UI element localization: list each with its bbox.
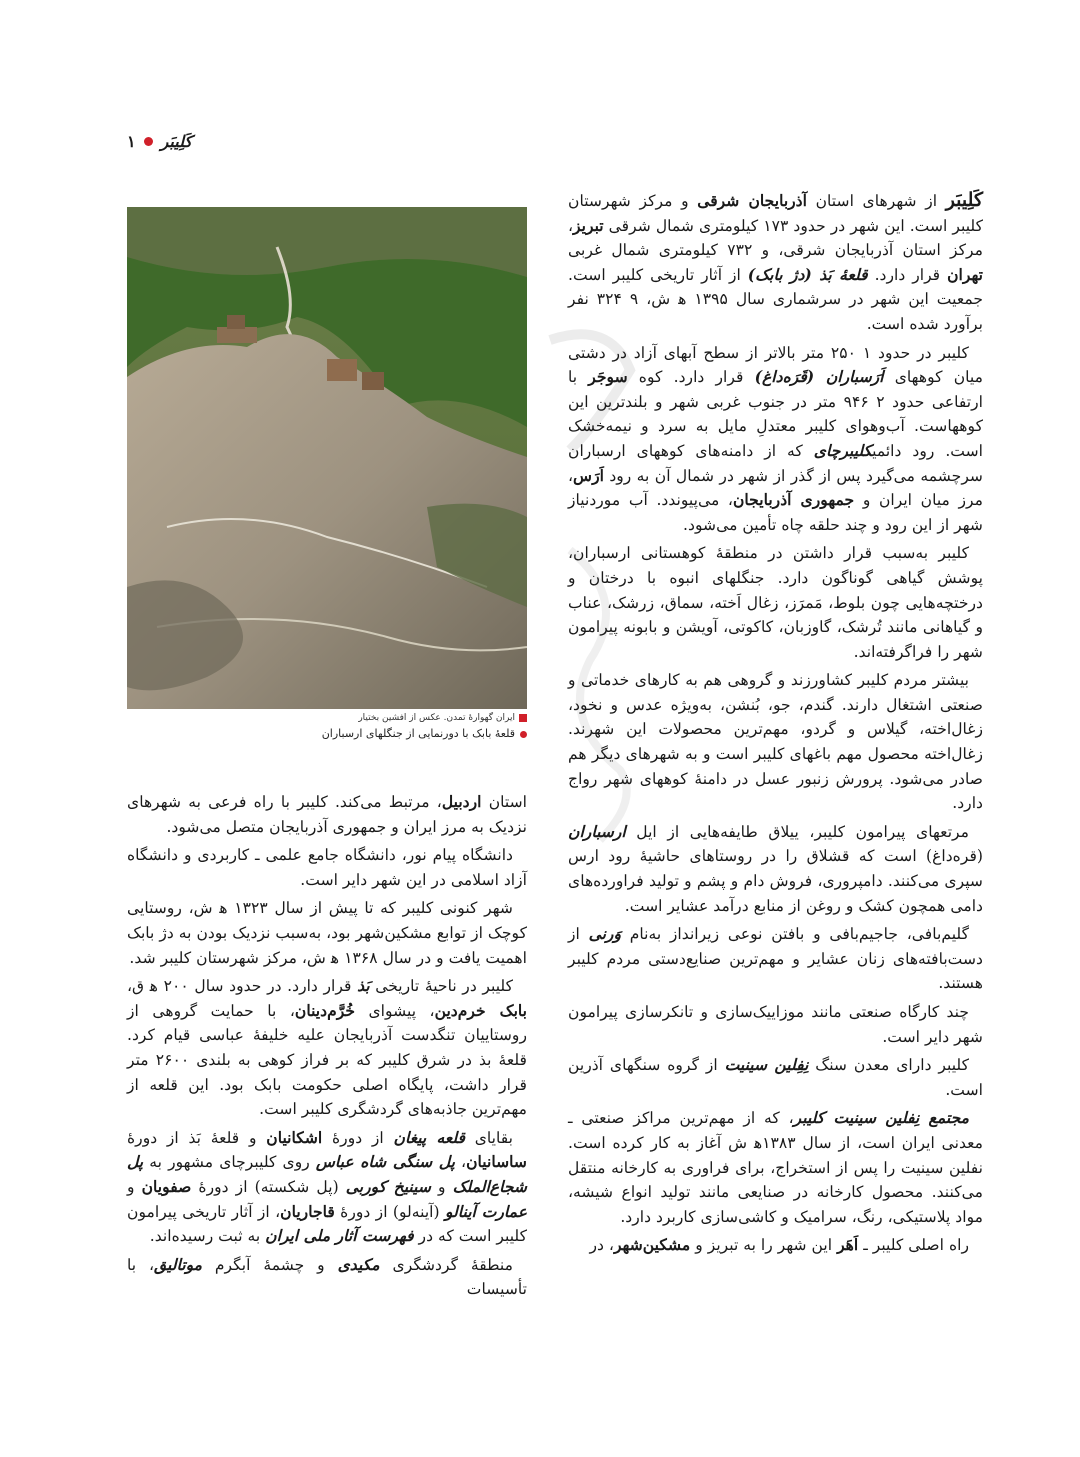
text-run: (پل شکسته) از دورهٔ xyxy=(191,1177,346,1196)
text-run: کلیبر در ناحیهٔ تاریخی xyxy=(369,977,513,996)
text-italic: بَذ xyxy=(357,976,370,996)
text-bold: جمهوری آذربایجان xyxy=(732,490,855,510)
text-run: و چشمهٔ آبگرم xyxy=(202,1255,338,1274)
paragraph-tourism xyxy=(127,1253,527,1302)
text-bold: صفویان xyxy=(141,1176,192,1196)
text-bold: آذربایجان شرقی xyxy=(697,191,807,210)
paragraph-roads-cont xyxy=(127,790,527,839)
photo-credit xyxy=(127,713,527,727)
paragraph-vegetation: کلیبر به‌سبب قرار داشتن در منطقهٔ کوهستانی ارسباران، پوشش گیاهی گوناگون دارد. جنگلهای انبوه با درختان و درختچه‌هایی چون بلوط، مَمرَز، زغال اَخته، سماق، زرشک، عناب و گیاهانی مانند تُرشک، گاوزبان، کاکوتی، آویشن و بابونه پیرامون شهر را فراگرفته‌اند. xyxy=(568,544,983,661)
text-run: ، مرکز استان آذربایجان شرقی، و ۷۳۲ کیلومتری شمال غربی xyxy=(568,216,983,260)
text-italic: نِفِلین سینیت xyxy=(724,1055,809,1075)
text-bold: تهران xyxy=(947,264,983,284)
text-run: و xyxy=(430,1177,453,1196)
paragraph-history: شهر کنونی کلیبر که تا پیش از سال ۱۳۲۳ ه‍ ش، روستایی کوچک از توابع مشکین‌شهر بود، به‌سبب نزدیک بودن به دژ بابک اهمیت یافت و در سال ۱۳۶۸ ه‍ ش، مرکز شهرستان کلیبر شد. xyxy=(127,899,527,967)
paragraph-workshops: چند کارگاه صنعتی مانند موزاییک‌سازی و تانکرسازی پیرامون شهر دایر است. xyxy=(568,1003,983,1046)
paragraph-babak xyxy=(127,974,527,1122)
text-italic: وَرنی xyxy=(588,924,621,944)
text-bold: سوجَر xyxy=(588,367,628,387)
text-run: این شهر را به تبریز و xyxy=(690,1236,838,1255)
text-italic: مجتمع نِفلین سینیت کلیبر xyxy=(793,1108,969,1128)
text-italic: مکیدی xyxy=(337,1254,380,1274)
text-bold: ساسانیان xyxy=(466,1152,527,1172)
text-bold: اردبیل xyxy=(441,792,482,811)
text-run: منطقهٔ گردشگری xyxy=(379,1255,513,1274)
text-bold: اَهَر xyxy=(837,1235,859,1255)
photo-credit-text: ایران گهوارهٔ تمدن. عکس از افشین بختیار xyxy=(358,713,515,723)
text-run: ، xyxy=(454,1153,467,1172)
header-dot-icon xyxy=(144,137,153,146)
text-run: قرار دارد. در حدود سال ۲۰۰ ه‍ ق، xyxy=(127,977,358,996)
text-run: با ارتفاعی حدود ۲ ۹۴۶ متر در جنوب غربی شهر و بلندترین این کوههاست. آب‌وهوای کلیبر معتدلِ مایل به سرد و نیمه‌خشک است. رود دائمی xyxy=(568,368,984,460)
photo-illustration xyxy=(127,207,527,709)
paragraph-mine xyxy=(568,1053,983,1102)
text-bold: اَرَس xyxy=(573,465,604,485)
text-italic: کلیبرچای xyxy=(813,440,873,460)
text-run: قرار دارد. کوه xyxy=(627,368,755,387)
text-run: مرتعهای پیرامون کلیبر، ییلاق طایفه‌هایی از ایل xyxy=(625,822,969,841)
text-run: ، با حمایت گروهی از روستاییان تنگدست آذربایجان علیه خلیفهٔ عباسی قیام کرد. قلعهٔ بذ در شرق کلیبر که بر فراز کوهی به بلندی ۲۶۰۰ متر قرار داشت، پایگاه اصلی حکومت بابک بود. این قلعه از مهم‌ترین جاذبه‌های گردشگری کلیبر است. xyxy=(127,1001,527,1119)
photo-caption-text: قلعهٔ بابک با دورنمایی از جنگلهای ارسباران xyxy=(321,727,515,740)
paragraph-monuments xyxy=(127,1126,527,1249)
text-run: ، در xyxy=(589,1236,614,1255)
text-bold: قاجاریان xyxy=(280,1201,335,1221)
paragraph-industrial-complex xyxy=(568,1106,983,1229)
text-run: از دست‌بافته‌های زنان عشایر و مهم‌ترین صنایع‌دستی مردم کلیبر هستند. xyxy=(568,925,983,993)
text-run: راه اصلی کلیبر ـ xyxy=(858,1236,969,1255)
text-italic: قلعهٔ بَذ (دژ بابک) xyxy=(747,264,868,284)
text-italic: پل شجاع‌الملک xyxy=(127,1152,527,1196)
text-run: ، پیشوای xyxy=(354,1001,435,1020)
text-italic: پل سنگی شاه عباس xyxy=(315,1152,455,1172)
text-italic: عمارت آینالو xyxy=(444,1201,527,1221)
text-run: و xyxy=(127,1177,142,1196)
text-run: کلیبر دارای معدن سنگ xyxy=(808,1056,969,1075)
text-italic: سینیخ کوربی xyxy=(345,1176,431,1196)
right-text-column xyxy=(568,188,983,1262)
paragraph-pastures xyxy=(568,820,983,918)
caption-bullet-icon xyxy=(520,731,527,738)
text-run: از دورهٔ xyxy=(322,1128,394,1147)
text-run: قرار دارد. xyxy=(867,265,948,284)
page-number: ۱ xyxy=(127,131,136,151)
text-run: از آثار تاریخی کلیبر است. جمعیت این شهر در سرشماری سال ۱۳۹۵ ه‍ ش، ۹ ۳۲۴ نفر برآورد شده است. xyxy=(568,265,983,333)
text-run: ، مرز میان ایران و xyxy=(568,466,983,510)
paragraph-roads xyxy=(568,1233,983,1258)
text-run: از شهرهای استان xyxy=(806,192,946,210)
paragraph-economy: بیشتر مردم کلیبر کشاورزند و گروهی هم به کارهای خدماتی و صنعتی اشتغال دارند. گندم، جو، بُنشن، به‌ویژه عدس و نخود، زغال‌اخته، گیلاس و گردو، مهم‌ترین محصولات این شهرند. زغال‌اخته محصول مهم باغهای کلیبر است و به شهرهای دیگر هم صادر می‌شود. پرورش زنبور عسل در دامنهٔ کوههای شهر رواج دارد. xyxy=(568,671,983,813)
text-bold: تبریز xyxy=(573,215,604,235)
text-bold: بابک خرم‌دین xyxy=(434,1000,528,1020)
entry-headword: کَلِیبَر xyxy=(945,189,983,211)
text-italic: قلعه پیغان xyxy=(393,1127,465,1147)
text-run: ، با تأسیسات xyxy=(127,1255,527,1299)
text-run: بقایای xyxy=(464,1128,513,1147)
text-run: ، مرتبط می‌کند. کلیبر با راه فرعی به شهرهای نزدیک به مرز ایران و جمهوری آذربایجان متصل می‌شود. xyxy=(127,793,527,836)
paragraph-universities: دانشگاه پیام نور، دانشگاه جامع علمی ـ کاربردی و دانشگاه آزاد اسلامی در این شهر دایر است. xyxy=(127,846,527,889)
text-run: ، می‌پیوندد. آب موردنیاز شهر از این رود و چند حلقه چاه تأمین می‌شود. xyxy=(568,491,983,534)
text-run: ، از آثار تاریخی پیرامون کلیبر است که در xyxy=(127,1202,527,1246)
text-bold: مشکین‌شهر xyxy=(613,1235,691,1255)
text-run: استان xyxy=(481,793,527,811)
paragraph-geography xyxy=(568,341,983,538)
text-run: که از دامنه‌های کوههای ارسباران سرچشمه می‌گیرد پس از گذر از شهر در شمال آن به رود xyxy=(568,441,983,485)
publisher-logo-icon xyxy=(519,714,527,722)
text-italic: موتالیق xyxy=(154,1254,202,1274)
text-run: و قلعهٔ بَذ از دورهٔ xyxy=(127,1128,267,1147)
text-run: گلیم‌بافی، جاجیم‌بافی و بافتن نوعی زیرانداز به‌نام xyxy=(621,925,969,944)
text-run: روی کلیبرچای مشهور به xyxy=(143,1153,316,1172)
babak-fortress-photo xyxy=(127,207,527,709)
text-italic: اَرَسباران (قَرَه‌داغ) xyxy=(754,367,884,387)
page-header xyxy=(127,128,427,154)
text-run: کلیبر در حدود ۱ ۲۵۰ متر بالاتر از سطح آبهای آزاد در دشتی میان کوههای xyxy=(568,343,983,387)
text-run: از گروه سنگهای آذرین است. xyxy=(568,1056,983,1099)
text-italic: ارسباران xyxy=(568,821,626,841)
text-run: به ثبت رسیده‌اند. xyxy=(149,1227,266,1246)
text-run: (قره‌داغ) است که قشلاق را در روستاهای حاشیهٔ رود ارس سپری می‌کنند. دامپروری، فروش دام و پشم و تولید فراورده‌های دامی همچون کشک و روغن از منابع درآمد عشایر است. xyxy=(568,847,983,915)
text-run: و مرکز شهرستان کلیبر است. این شهر در حدود ۱۷۳ کیلومتری شمال شرقی xyxy=(568,192,983,235)
text-bold: اشکانیان xyxy=(266,1127,323,1147)
paragraph-handicrafts xyxy=(568,922,983,996)
text-run: (آینه‌لو) از دورهٔ xyxy=(334,1202,445,1221)
text-bold: خُرَّم‌دینان xyxy=(294,1000,355,1020)
paragraph-intro xyxy=(568,188,983,337)
text-run: ، که از مهم‌ترین مراکز صنعتی ـ معدنی ایران است، از سال ۱۳۸۳ه‍ ش آغاز به کار کرده است. نفلین سینیت را پس از استخراج، برای فراوری به کارخانه منتقل می‌کنند. محصول کارخانه در صنایعی مانند تولید انواع شیشه، مواد پلاستیکی، رنگ، سرامیک و کاشی‌سازی کاربرد دارد. xyxy=(568,1109,984,1226)
left-text-column xyxy=(127,790,527,1306)
text-italic: فهرست آثار ملی ایران xyxy=(265,1226,414,1246)
page-title: کَلِیبَر xyxy=(160,131,192,151)
photo-caption xyxy=(127,727,527,747)
